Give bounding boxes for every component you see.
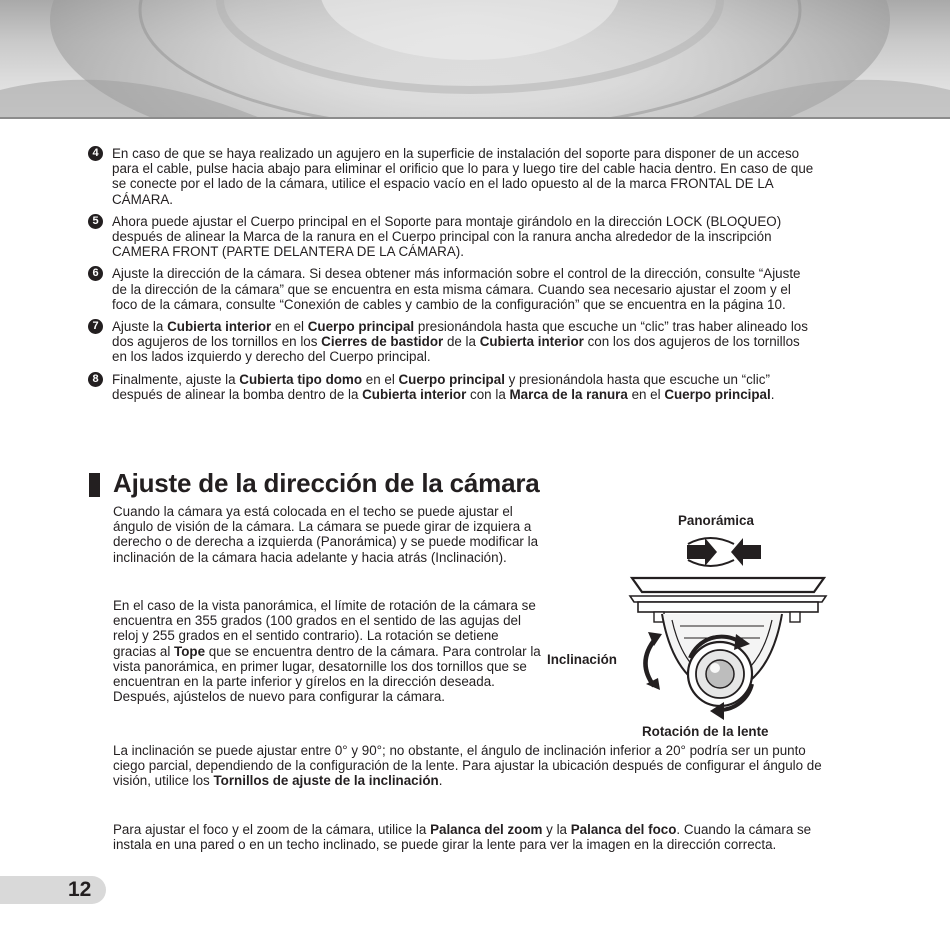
dome-camera-illustration xyxy=(610,534,830,722)
step-number-icon: 6 xyxy=(88,266,103,281)
step-number-icon: 8 xyxy=(88,372,103,387)
step-text: Ajuste la dirección de la cámara. Si desea obtener más información sobre el control de la dirección, consulte “Ajuste de la dirección de la cámara” que se encuentra en esta misma cámara. Cuando sea necesario ajustar el zoom y el foco de la cámara, consulte “Conexión de cables y cambio de la configuración” que se encuentra en la página 10. xyxy=(112,266,801,312)
pan-label: Panorámica xyxy=(678,513,754,528)
bold-term: Cuerpo principal xyxy=(664,386,771,402)
tilt-label: Inclinación xyxy=(547,652,617,667)
bold-term: Cubierta interior xyxy=(479,334,584,350)
paragraph-focus-zoom: Para ajustar el foco y el zoom de la cámara, utilice la Palanca del zoom y la Palanca del foco. Cuando la cámara se instala en una pared o en un techo inclinado, se puede girar la lente para ver la imagen en la dirección correcta. xyxy=(113,822,812,853)
step-text: Ajuste la Cubierta interior en el Cuerpo principal presionándola hasta que escuche un “clic” tras haber alineado los dos agujeros de los tornillos en los Cierres de bastidor de la Cubierta interior con los dos agujeros de los tornillos en los lados izquierdo y derecho del Cuerpo principal. xyxy=(112,319,808,365)
header-banner-image xyxy=(0,0,950,118)
section-heading-bar xyxy=(89,473,100,497)
lens-rotation-label: Rotación de la lente xyxy=(642,724,769,739)
step-item xyxy=(88,266,818,312)
bold-term: Tope xyxy=(174,643,206,659)
bold-term: Cuerpo principal xyxy=(398,371,505,387)
bold-term: Cierres de bastidor xyxy=(321,334,444,350)
page-number: 12 xyxy=(68,878,92,901)
step-number-icon: 5 xyxy=(88,214,103,229)
banner-divider xyxy=(0,117,950,119)
step-item xyxy=(88,319,818,365)
bold-term: Cubierta interior xyxy=(362,386,467,402)
paragraph-intro: Cuando la cámara ya está colocada en el techo se puede ajustar el ángulo de visión de la cámara. La cámara se puede girar de izquiera a derecho o de derecha a izquierda (Panorámica) y se puede modificar la inclinación de la cámara hacia adelante y hacia atrás (Inclinación). xyxy=(113,504,539,565)
bold-term: Marca de la ranura xyxy=(509,386,628,402)
section-heading: Ajuste de la dirección de la cámara xyxy=(113,468,540,498)
bold-term: Palanca del zoom xyxy=(430,822,543,837)
bold-term: Tornillos de ajuste de la inclinación xyxy=(213,773,439,789)
step-number-icon: 4 xyxy=(88,146,103,161)
paragraph-pan: En el caso de la vista panorámica, el límite de rotación de la cámara se encuentra en 355 grados (100 grados en el sentido de las agujas del reloj y 255 grados en el sentido contrario). La rotación se detiene gracias al Tope que se encuentra dentro de la cámara. Para controlar la vista panorámica, en primer lugar, desatornille los dos tornillos que se encuentran en la parte inferior y gírelos en la dirección deseada. Después, ajústelos de nuevo para configurar la cámara. xyxy=(113,598,541,705)
tilt-arrow-icon xyxy=(645,632,662,690)
step-number-icon: 7 xyxy=(88,319,103,334)
bold-term: Palanca del foco xyxy=(570,822,677,837)
bold-term: Cuerpo principal xyxy=(307,319,415,335)
bold-term: Cubierta interior xyxy=(167,319,272,335)
step-text: Ahora puede ajustar el Cuerpo principal en el Soporte para montaje girándolo en la dirección LOCK (BLOQUEO) después de alinear la Marca de la ranura en el Cuerpo principal con la ranura ancha alrededor de la inscripción CAMERA FRONT (PARTE DELANTERA DE LA CÁMARA). xyxy=(112,213,782,260)
step-text: Finalmente, ajuste la Cubierta tipo domo en el Cuerpo principal y presionándola hasta que escuche un “clic” después de alinear la bomba dentro de la Cubierta interior con la Marca de la ranura en el Cuerpo principal. xyxy=(112,371,775,402)
installation-steps xyxy=(88,146,818,409)
step-item xyxy=(88,214,818,260)
paragraph-tilt: La inclinación se puede ajustar entre 0° y 90°; no obstante, el ángulo de inclinación inferior a 20° podría ser un punto ciego parcial, dependiendo de la configuración de la lente. Para ajustar la ubicación después de configurar el ángulo de visión, utilice los Tornillos de ajuste de la inclinación. xyxy=(113,743,822,789)
step-item xyxy=(88,146,818,207)
step-text: En caso de que se haya realizado un agujero en la superficie de instalación del soporte para disponer de un acceso para el cable, pulse hacia abajo para eliminar el orificio que lo para y luego tire del cable hacia dentro. En caso de que se conecte por el lado de la cámara, utilice el espacio vacío en el lado opuesto al de la marca FRONTAL DE LA CÁMARA. xyxy=(112,146,814,207)
bold-term: Cubierta tipo domo xyxy=(239,371,363,387)
pan-arrows-icon xyxy=(687,538,761,566)
step-item xyxy=(88,372,818,402)
